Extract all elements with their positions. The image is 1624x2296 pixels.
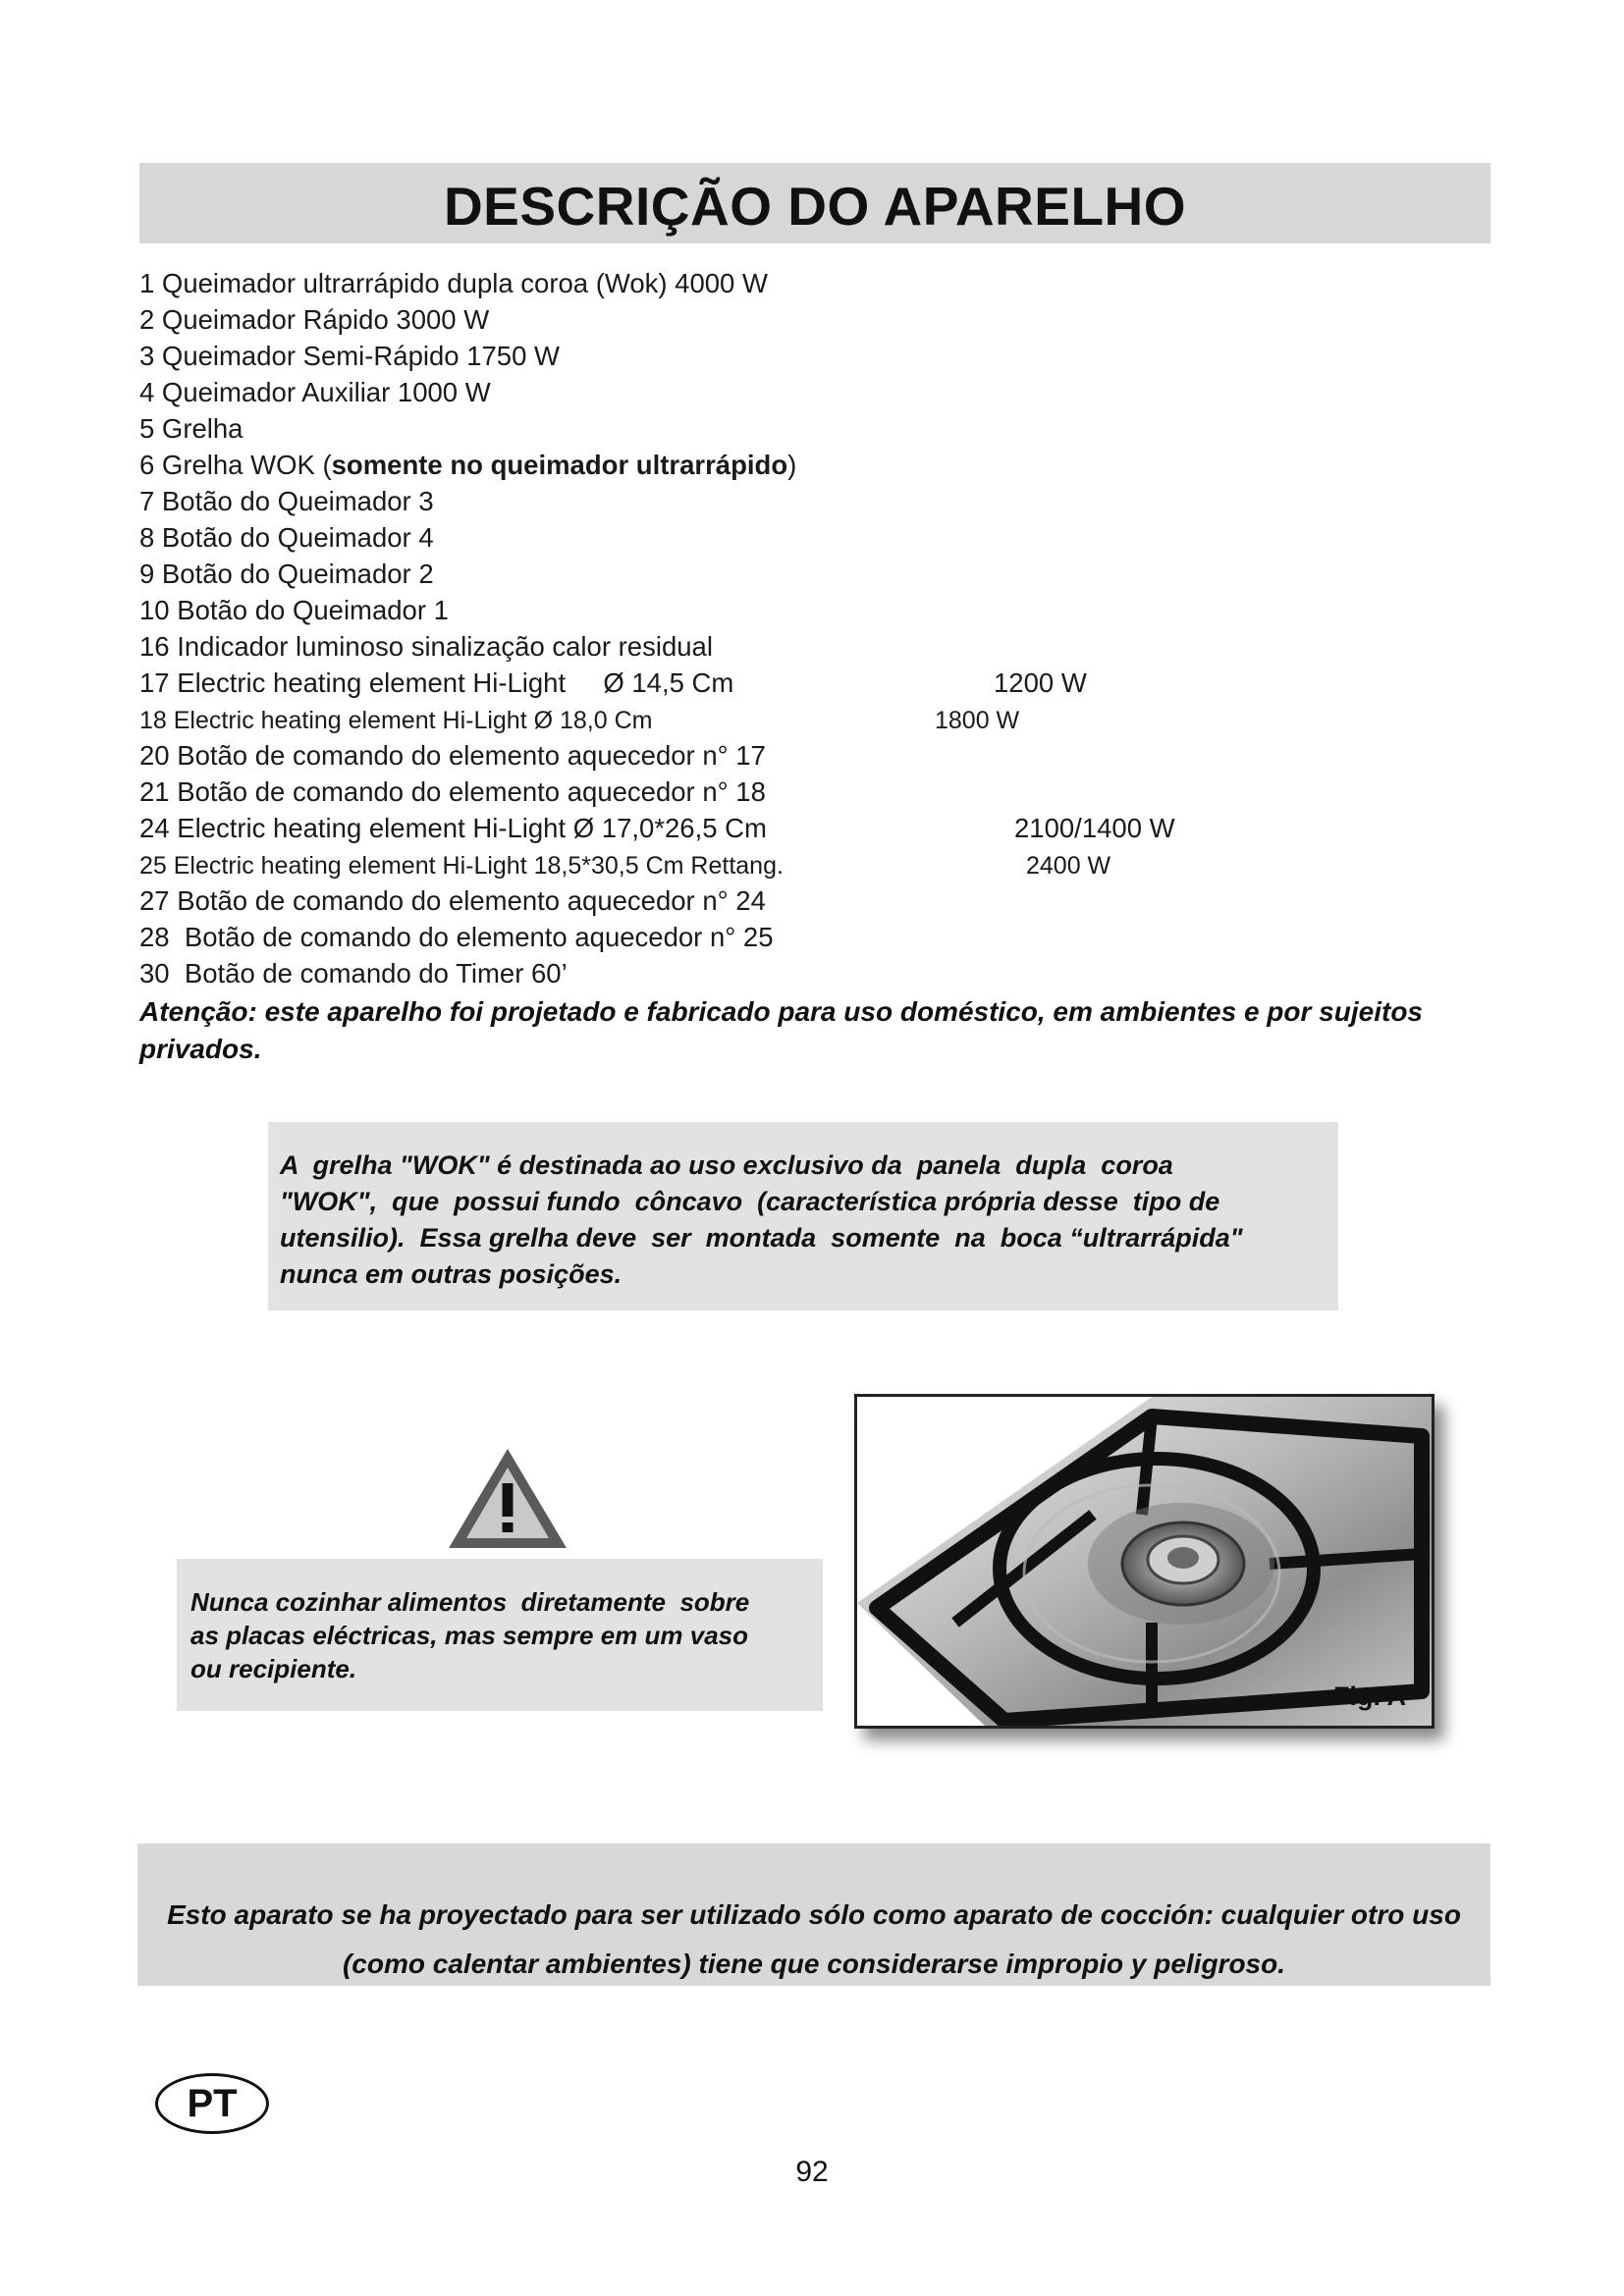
warning-line: as placas eléctricas, mas sempre em um vaso xyxy=(190,1621,749,1650)
power-value: 1200 W xyxy=(994,667,1087,698)
page-number: 92 xyxy=(795,2156,829,2188)
power-value: 2100/1400 W xyxy=(1014,813,1175,843)
spanish-note-text xyxy=(137,1891,1490,1989)
spanish-note-line: (como calentar ambientes) tiene que considerarse impropio y peligroso. xyxy=(342,1949,1286,1979)
list-item: 20 Botão de comando do elemento aquecedor n° 17 xyxy=(139,740,766,771)
list-item-emphasis: somente no queimador ultrarrápido xyxy=(331,450,788,480)
figure-label: Fig. A xyxy=(1333,1682,1406,1711)
warning-triangle-icon xyxy=(446,1446,569,1552)
list-item: 17 Electric heating element Hi-Light Ø 14,5 Cm xyxy=(139,667,734,698)
list-item: 27 Botão de comando do elemento aquecedor n° 24 xyxy=(139,885,766,916)
list-item-text: ) xyxy=(787,450,797,480)
list-item: 5 Grelha xyxy=(139,413,244,444)
warning-line: Nunca cozinhar alimentos diretamente sobre xyxy=(190,1587,750,1617)
warning-box xyxy=(177,1559,823,1711)
power-value: 1800 W xyxy=(935,707,1020,734)
page-title: DESCRIÇÃO DO APARELHO xyxy=(443,176,1187,237)
list-item: 10 Botão do Queimador 1 xyxy=(139,595,449,625)
list-item: 3 Queimador Semi-Rápido 1750 W xyxy=(139,341,560,371)
attention-note: Atenção: este aparelho foi projetado e fabricado para uso doméstico, em ambientes e por sujeitos privados. xyxy=(139,996,1423,1064)
list-item: 8 Botão do Queimador 4 xyxy=(139,522,434,553)
list-item: 2 Queimador Rápido 3000 W xyxy=(139,304,490,335)
wok-note-box xyxy=(268,1122,1338,1310)
list-item: 4 Queimador Auxiliar 1000 W xyxy=(139,377,491,407)
list-item: 21 Botão de comando do elemento aquecedor n° 18 xyxy=(139,776,766,807)
wok-note-line: "WOK", que possui fundo côncavo (característica própria desse tipo de xyxy=(280,1187,1220,1216)
list-item: 1 Queimador ultrarrápido dupla coroa (Wok) 4000 W xyxy=(139,268,768,298)
wok-burner-illustration xyxy=(857,1397,1432,1726)
list-item: 16 Indicador luminoso sinalização calor residual xyxy=(139,631,713,662)
wok-note-line: A grelha "WOK" é destinada ao uso exclusivo da panela dupla coroa xyxy=(280,1150,1173,1180)
figure-a-photo xyxy=(854,1394,1435,1729)
wok-note-line: nunca em outras posições. xyxy=(280,1259,623,1289)
power-value: 2400 W xyxy=(1026,852,1111,880)
spanish-note-line: Esto aparato se ha proyectado para ser utilizado sólo como aparato de cocción: cualquier otro uso xyxy=(167,1899,1461,1930)
wok-note-line: utensilio). Essa grelha deve ser montada somente na boca “ultrarrápida" xyxy=(280,1223,1243,1253)
spanish-note-box xyxy=(137,1843,1490,1986)
list-item: 30 Botão de comando do Timer 60’ xyxy=(139,958,568,988)
list-item: 24 Electric heating element Hi-Light Ø 17,0*26,5 Cm xyxy=(139,813,767,843)
title-bar xyxy=(139,163,1490,243)
list-item: 25 Electric heating element Hi-Light 18,5*30,5 Cm Rettang. xyxy=(139,852,784,880)
list-item xyxy=(139,448,796,483)
list-item-text: 6 Grelha WOK ( xyxy=(139,450,332,480)
warning-line: ou recipiente. xyxy=(190,1654,357,1683)
list-item: 7 Botão do Queimador 3 xyxy=(139,486,434,516)
list-item: 9 Botão do Queimador 2 xyxy=(139,559,434,589)
list-item: 18 Electric heating element Hi-Light Ø 18,0 Cm xyxy=(139,707,653,734)
list-item: 28 Botão de comando do elemento aquecedor n° 25 xyxy=(139,922,774,952)
warning-text xyxy=(190,1585,809,1685)
wok-note-text xyxy=(280,1148,1335,1293)
language-badge: PT xyxy=(155,2073,269,2134)
